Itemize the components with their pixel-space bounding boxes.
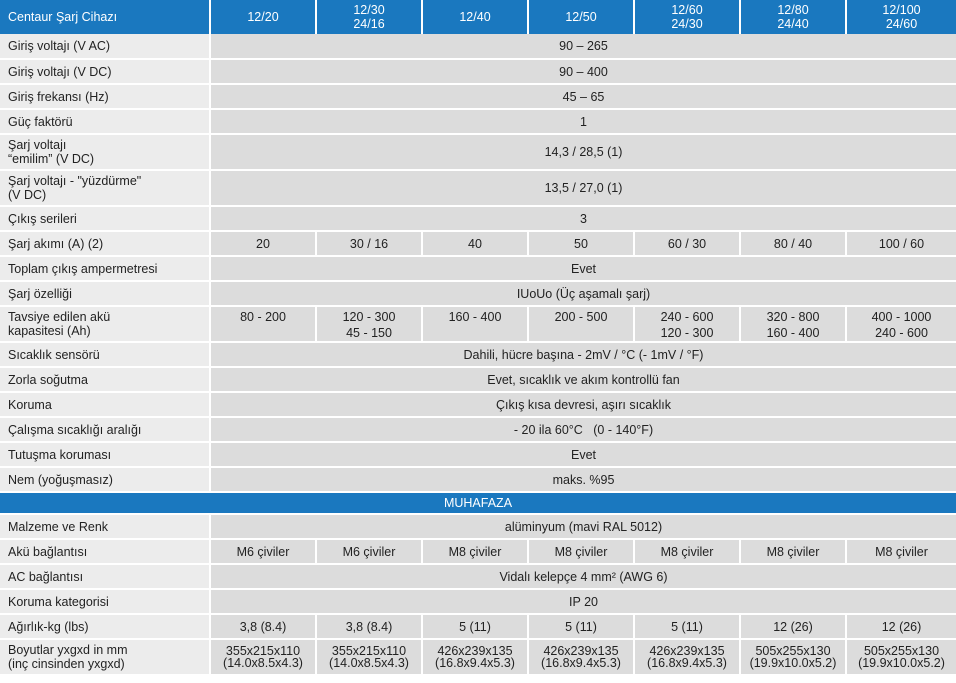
cell: 426x239x135 (16.8x9.4x5.3)	[634, 639, 740, 675]
cell: 20	[210, 231, 316, 256]
row-label: Ağırlık-kg (lbs)	[0, 614, 210, 639]
cell: 400 - 1000 240 - 600	[846, 306, 956, 342]
table-row	[0, 417, 956, 442]
row-value: IP 20	[210, 589, 956, 614]
table-row	[0, 392, 956, 417]
cell: 30 / 16	[316, 231, 422, 256]
table-row	[0, 59, 956, 84]
header-row	[0, 0, 956, 34]
row-label: Giriş voltajı (V AC)	[0, 34, 210, 59]
row-label: Akü bağlantısı	[0, 539, 210, 564]
cell: 426x239x135 (16.8x9.4x5.3)	[528, 639, 634, 675]
table-row	[0, 231, 956, 256]
row-value: 90 – 400	[210, 59, 956, 84]
cell: 80 / 40	[740, 231, 846, 256]
cell: 355x215x110 (14.0x8.5x4.3)	[316, 639, 422, 675]
cell: M8 çiviler	[846, 539, 956, 564]
row-value: 14,3 / 28,5 (1)	[210, 134, 956, 170]
cell: 426x239x135 (16.8x9.4x5.3)	[422, 639, 528, 675]
row-value: - 20 ila 60°C (0 - 140°F)	[210, 417, 956, 442]
table-row	[0, 342, 956, 367]
table-row	[0, 467, 956, 492]
row-label: Nem (yoğuşmasız)	[0, 467, 210, 492]
row-label: Şarj voltajı “emilim” (V DC)	[0, 134, 210, 170]
row-label: Şarj özelliği	[0, 281, 210, 306]
cell: 100 / 60	[846, 231, 956, 256]
row-value: 90 – 265	[210, 34, 956, 59]
table-row	[0, 589, 956, 614]
cell: M8 çiviler	[422, 539, 528, 564]
model-header: 12/50	[528, 0, 634, 34]
row-label: Şarj akımı (A) (2)	[0, 231, 210, 256]
row-value: Vidalı kelepçe 4 mm² (AWG 6)	[210, 564, 956, 589]
model-header: 12/20	[210, 0, 316, 34]
row-label: Malzeme ve Renk	[0, 514, 210, 539]
cell: 505x255x130 (19.9x10.0x5.2)	[740, 639, 846, 675]
model-header: 12/100 24/60	[846, 0, 956, 34]
row-value: IUoUo (Üç aşamalı şarj)	[210, 281, 956, 306]
table-row	[0, 170, 956, 206]
row-value: Evet	[210, 256, 956, 281]
cell: 80 - 200	[210, 306, 316, 342]
row-label: Çıkış serileri	[0, 206, 210, 231]
row-label: Giriş frekansı (Hz)	[0, 84, 210, 109]
table-row	[0, 564, 956, 589]
table-title: Centaur Şarj Cihazı	[0, 0, 210, 34]
cell: 5 (11)	[528, 614, 634, 639]
cell: 240 - 600 120 - 300	[634, 306, 740, 342]
cell: 160 - 400	[422, 306, 528, 342]
cell: 320 - 800 160 - 400	[740, 306, 846, 342]
cell: M8 çiviler	[634, 539, 740, 564]
section-header	[0, 492, 956, 514]
row-label: AC bağlantısı	[0, 564, 210, 589]
table-row	[0, 281, 956, 306]
table-row	[0, 367, 956, 392]
cell: 200 - 500	[528, 306, 634, 342]
cell: M8 çiviler	[740, 539, 846, 564]
cell: 40	[422, 231, 528, 256]
cell: 5 (11)	[422, 614, 528, 639]
table-row	[0, 539, 956, 564]
cell: 3,8 (8.4)	[210, 614, 316, 639]
row-value: Dahili, hücre başına - 2mV / °C (- 1mV / °F)	[210, 342, 956, 367]
row-label: Koruma	[0, 392, 210, 417]
table-row	[0, 84, 956, 109]
row-label: Güç faktörü	[0, 109, 210, 134]
table-row	[0, 256, 956, 281]
cell: 505x255x130 (19.9x10.0x5.2)	[846, 639, 956, 675]
cell: 50	[528, 231, 634, 256]
row-value: 3	[210, 206, 956, 231]
row-label: Şarj voltajı - "yüzdürme" (V DC)	[0, 170, 210, 206]
row-label: Boyutlar yxgxd in mm (inç cinsinden yxgxd)	[0, 639, 210, 675]
row-value: Evet	[210, 442, 956, 467]
cell: 12 (26)	[740, 614, 846, 639]
model-header: 12/80 24/40	[740, 0, 846, 34]
cell: 5 (11)	[634, 614, 740, 639]
cell: 12 (26)	[846, 614, 956, 639]
cell: 355x215x110 (14.0x8.5x4.3)	[210, 639, 316, 675]
row-value: 13,5 / 27,0 (1)	[210, 170, 956, 206]
row-label: Toplam çıkış ampermetresi	[0, 256, 210, 281]
table-row	[0, 306, 956, 342]
cell: M6 çiviler	[210, 539, 316, 564]
table-row	[0, 134, 956, 170]
model-header: 12/40	[422, 0, 528, 34]
cell: M8 çiviler	[528, 539, 634, 564]
row-label: Koruma kategorisi	[0, 589, 210, 614]
row-value: Evet, sıcaklık ve akım kontrollü fan	[210, 367, 956, 392]
row-label: Tavsiye edilen akü kapasitesi (Ah)	[0, 306, 210, 342]
row-value: maks. %95	[210, 467, 956, 492]
row-label: Giriş voltajı (V DC)	[0, 59, 210, 84]
row-label: Çalışma sıcaklığı aralığı	[0, 417, 210, 442]
table-row	[0, 614, 956, 639]
row-value: 1	[210, 109, 956, 134]
section-title: MUHAFAZA	[0, 492, 956, 514]
table-row	[0, 109, 956, 134]
row-label: Sıcaklık sensörü	[0, 342, 210, 367]
model-header: 12/60 24/30	[634, 0, 740, 34]
row-value: 45 – 65	[210, 84, 956, 109]
row-value: Çıkış kısa devresi, aşırı sıcaklık	[210, 392, 956, 417]
model-header: 12/30 24/16	[316, 0, 422, 34]
row-label: Tutuşma koruması	[0, 442, 210, 467]
row-value: alüminyum (mavi RAL 5012)	[210, 514, 956, 539]
table-row	[0, 34, 956, 59]
cell: 60 / 30	[634, 231, 740, 256]
table-row	[0, 514, 956, 539]
cell: M6 çiviler	[316, 539, 422, 564]
table-row	[0, 206, 956, 231]
table-row	[0, 639, 956, 675]
table-row	[0, 442, 956, 467]
cell: 120 - 300 45 - 150	[316, 306, 422, 342]
row-label: Zorla soğutma	[0, 367, 210, 392]
cell: 3,8 (8.4)	[316, 614, 422, 639]
